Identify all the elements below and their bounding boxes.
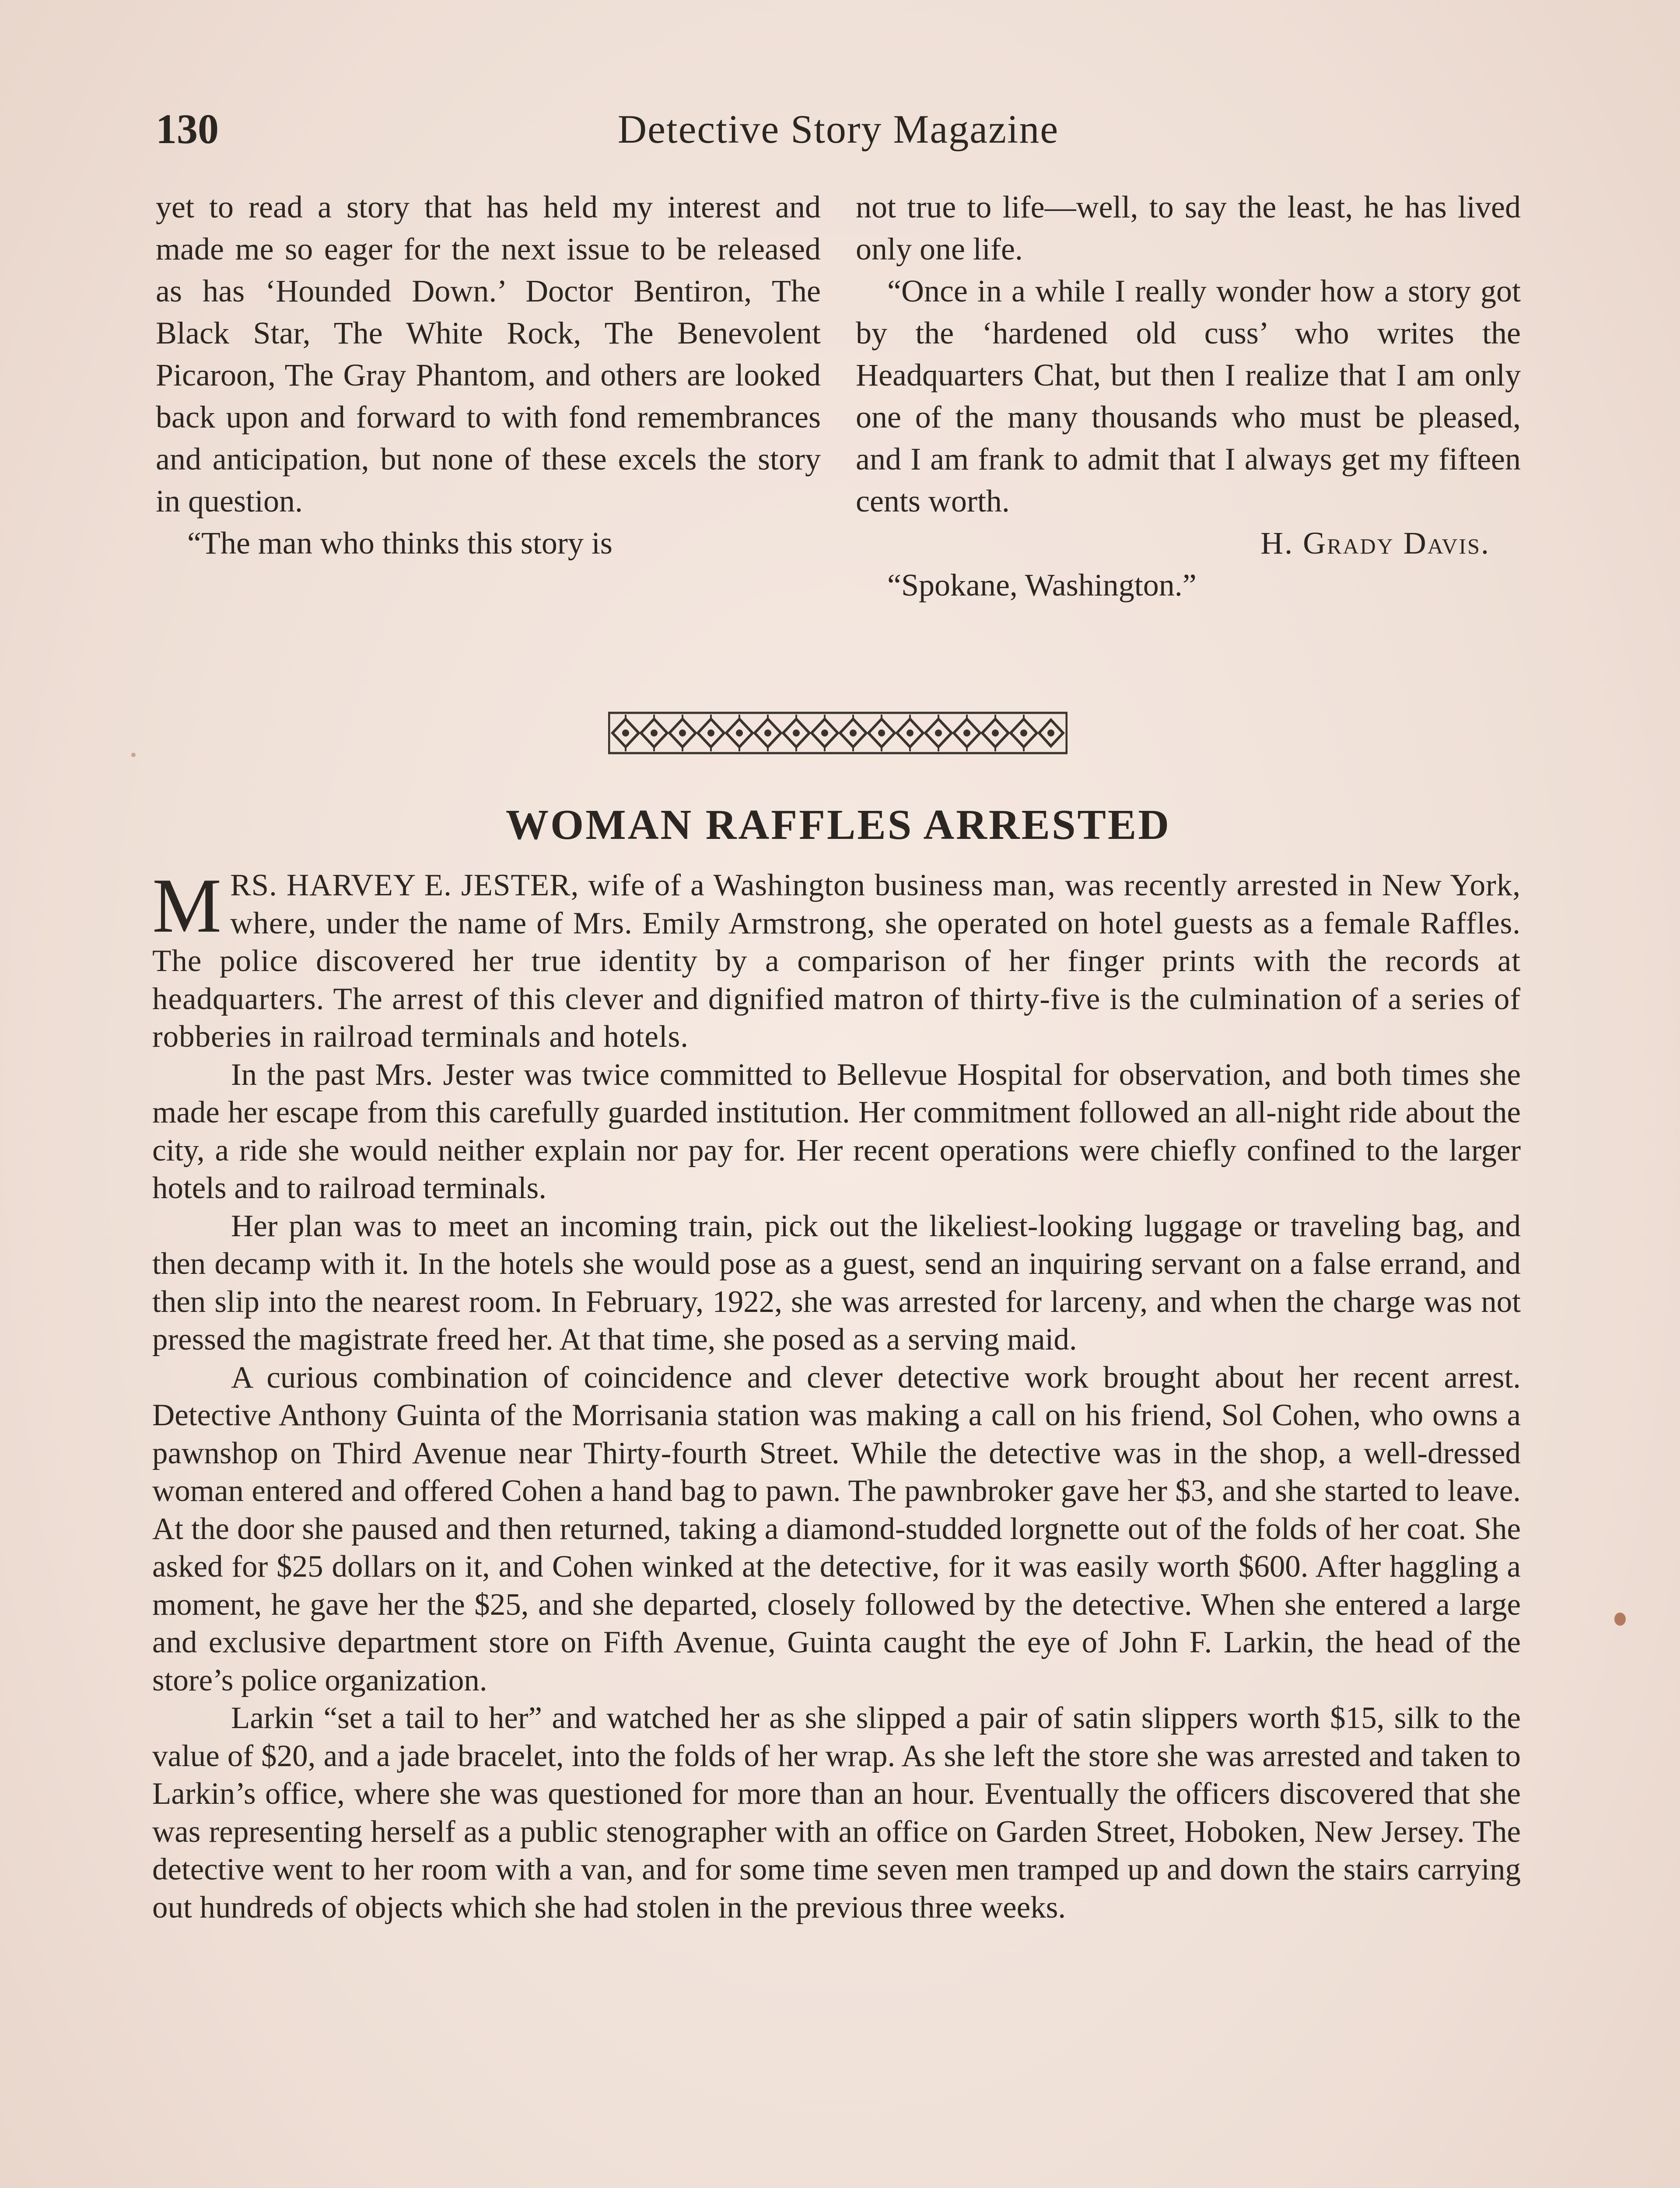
- drop-cap: M: [152, 862, 222, 949]
- letter-right-column: [856, 186, 1521, 650]
- ornamental-divider: [608, 711, 1068, 755]
- article-title: WOMAN RAFFLES ARRESTED: [505, 801, 1171, 849]
- letter-paragraph: not true to life—well, to say the least, he has lived only one life.: [856, 189, 1521, 266]
- article-paragraph: A curious combination of coincidence and clever detective work brought about her recent arrest. Detective Anthony Guinta of the Morrisania station was making a call on his friend, Sol Cohen, who owns a pawnshop on Third Avenue near Thirty-fourth Street. While the detective was in the shop, a well-dressed woman entered and offered Cohen a hand bag to pawn. The pawnbroker gave her $3, and she started to leave. At the door she paused and then returned, taking a diamond-studded lorgnette out of the folds of her coat. She asked for $25 dollars on it, and Cohen winked at the detective, for it was easily worth $600. After haggling a moment, he gave her the $25, and she departed, closely followed by the detective. When she entered a large and exclusive department store on Fifth Avenue, Guinta caught the eye of John F. Larkin, the head of the store’s police organization.: [152, 1360, 1521, 1697]
- paper-speck: [1614, 1613, 1626, 1626]
- article-body: [152, 862, 1521, 1926]
- paper-speck: [131, 753, 136, 757]
- running-head-title: Detective Story Magazine: [617, 107, 1059, 151]
- page-header: [156, 101, 1521, 158]
- letter-location: “Spokane, Washington.”: [887, 568, 1197, 603]
- reader-letter: [156, 186, 1521, 650]
- letter-paragraph: “The man who thinks this story is: [187, 526, 612, 561]
- article-paragraph: Larkin “set a tail to her” and watched her as she slipped a pair of satin slippers worth $15, silk to the value of $20, and a jade bracelet, into the folds of her wrap. As she left the store she was arrested and taken to Larkin’s office, where she was questioned for more than an hour. Eventually the officers discovered that she was representing herself as a public stenographer with an office on Garden Street, Hoboken, New Jersey. The detective went to her room with a van, and for some time seven men tramped up and down the stairs carrying out hundreds of objects which she had stolen in the previous three weeks.: [152, 1701, 1521, 1925]
- first-paragraph-text: RS. HARVEY E. JESTER, wife of a Washington business man, was recently arrested in New York, where, under the name of Mrs. Emily Armstrong, she operated on hotel guests as a female Raffles. The police discovered her true identity by a comparison of her finger prints with the records at headquarters. The arrest of this clever and dignified matron of thirty-five is the culmination of a series of robberies in railroad terminals and hotels.: [152, 868, 1521, 1054]
- article-paragraph: In the past Mrs. Jester was twice committed to Bellevue Hospital for observation, and both times she made her escape from this carefully guarded institution. Her commitment followed an all-night ride about the city, a ride she would neither explain nor pay for. Her recent operations were chiefly confined to the larger hotels and to railroad terminals.: [152, 1057, 1521, 1205]
- letter-paragraph: yet to read a story that has held my interest and made me so eager for the next issue to be released as has ‘Hounded Down.’ Doctor Bentiron, The Black Star, The White Rock, The Benevolent Picaroon, The Gray Phantom, and others are looked back upon and forward to with fond remembrances and anticipation, but none of these excels the story in question.: [156, 189, 821, 519]
- page-number: 130: [156, 105, 219, 152]
- letter-signature: H. Grady Davis.: [1260, 526, 1490, 561]
- article-first-paragraph: [152, 862, 1521, 1056]
- letter-left-column: [156, 186, 821, 650]
- article-paragraph: Her plan was to meet an incoming train, pick out the likeliest-looking luggage or traveling bag, and then decamp with it. In the hotels she would pose as a guest, send an inquiring servant on a false errand, and then slip into the nearest room. In February, 1922, she was arrested for larceny, and when the charge was not pressed the magistrate freed her. At that time, she posed as a serving maid.: [152, 1209, 1521, 1357]
- letter-paragraph: “Once in a while I really wonder how a story got by the ‘hardened old cuss’ who writes the Headquarters Chat, but then I realize that I am only one of the many thousands who must be pleased, and I am frank to admit that I always get my fifteen cents worth.: [856, 274, 1521, 519]
